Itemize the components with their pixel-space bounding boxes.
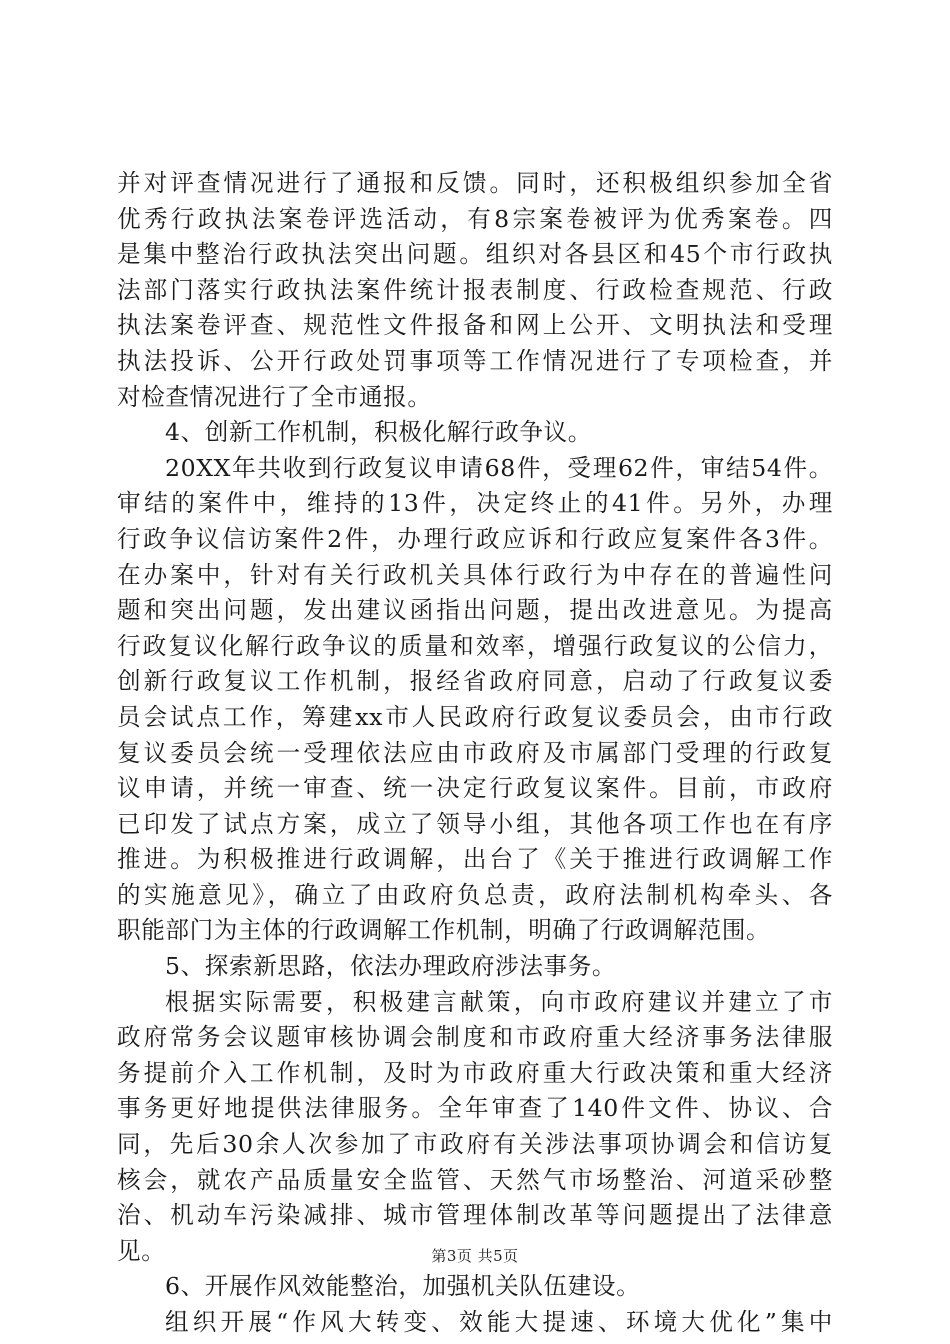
text-line: 5、探索新思路，依法办理政府涉法事务。 — [165, 952, 617, 981]
text-line: 6、开展作风效能整治，加强机关队伍建设。 — [165, 1272, 641, 1301]
text-line: 政府常务会议题审核协调会制度和市政府重大经济事务法律服 — [117, 1023, 833, 1052]
text-line: 治、机动车污染减排、城市管理体制改革等问题提出了法律意 — [117, 1201, 833, 1230]
text-line: 行政复议化解行政争议的质量和效率，增强行政复议的公信力， — [117, 631, 833, 660]
text-line: 行政争议信访案件2件，办理行政应诉和行政应复案件各3件。 — [117, 524, 833, 553]
text-line: 审结的案件中，维持的13件，决定终止的41件。另外，办理 — [117, 489, 833, 518]
text-line: 议申请，并统一审查、统一决定行政复议案件。目前，市政府 — [117, 774, 833, 803]
text-line: 20XX年共收到行政复议申请68件，受理62件，审结54件。 — [165, 453, 833, 482]
text-line: 的实施意见》，确立了由政府负总责，政府法制机构牵头、各 — [117, 880, 833, 909]
text-line: 推进。为积极推进行政调解，出台了《关于推进行政调解工作 — [117, 845, 833, 874]
text-line: 对检查情况进行了全市通报。 — [117, 382, 432, 411]
text-line: 务提前介入工作机制，及时为市政府重大行政决策和重大经济 — [117, 1058, 833, 1087]
text-line: 组织开展“作风大转变、效能大提速、环境大优化”集中 — [165, 1308, 833, 1336]
text-line: 核会，就农产品质量安全监管、天然气市场整治、河道采砂整 — [117, 1165, 833, 1194]
text-line: 创新行政复议工作机制，报经省政府同意，启动了行政复议委 — [117, 667, 833, 696]
text-line: 员会试点工作，筹建xx市人民政府行政复议委员会，由市行政 — [117, 702, 833, 731]
text-line: 职能部门为主体的行政调解工作机制，明确了行政调解范围。 — [117, 916, 771, 945]
text-line: 并对评查情况进行了通报和反馈。同时，还积极组织参加全省 — [117, 169, 833, 197]
text-line: 执法案卷评查、规范性文件报备和网上公开、文明执法和受理 — [117, 311, 833, 340]
text-line: 已印发了试点方案，成立了领导小组，其他各项工作也在有序 — [117, 809, 833, 838]
text-line: 在办案中，针对有关行政机关具体行政行为中存在的普遍性问 — [117, 560, 833, 589]
body-text — [117, 166, 833, 1341]
text-line: 题和突出问题，发出建议函指出问题，提出改进意见。为提高 — [117, 596, 833, 625]
page-footer: 第3页 共5页 — [431, 1247, 519, 1265]
text-line: 见。 — [117, 1236, 166, 1265]
text-line: 法部门落实行政执法案件统计报表制度、行政检查规范、行政 — [117, 275, 833, 304]
text-line: 同，先后30余人次参加了市政府有关涉法事项协调会和信访复 — [117, 1130, 833, 1159]
text-line: 复议委员会统一受理依法应由市政府及市属部门受理的行政复 — [117, 738, 833, 767]
text-line: 执法投诉、公开行政处罚事项等工作情况进行了专项检查，并 — [117, 346, 833, 375]
text-line: 是集中整治行政执法突出问题。组织对各县区和45个市行政执 — [117, 240, 833, 269]
text-line: 4、创新工作机制，积极化解行政争议。 — [165, 418, 592, 447]
text-line: 优秀行政执法案卷评选活动，有8宗案卷被评为优秀案卷。四 — [117, 204, 833, 233]
text-line: 根据实际需要，积极建言献策，向市政府建议并建立了市 — [165, 987, 833, 1016]
text-line: 事务更好地提供法律服务。全年审查了140件文件、协议、合 — [117, 1094, 833, 1123]
